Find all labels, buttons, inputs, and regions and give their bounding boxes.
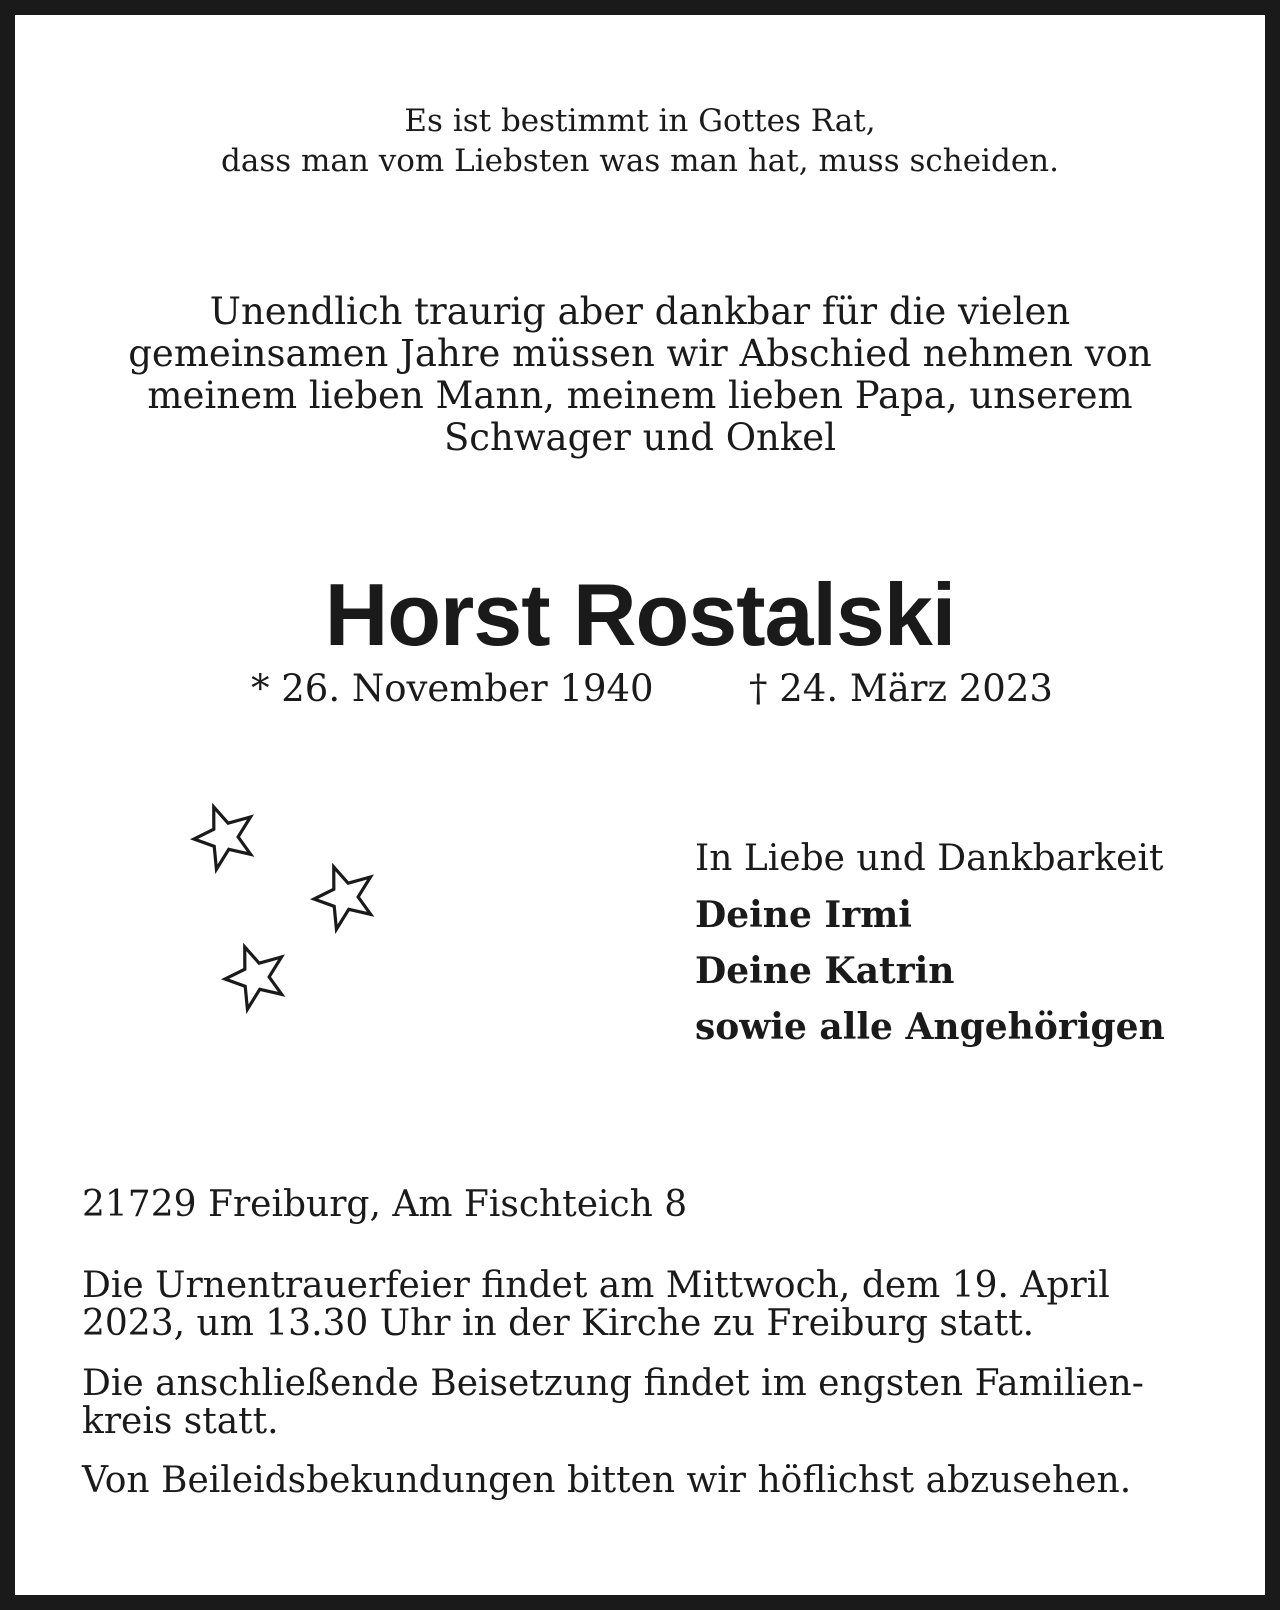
family-signature <box>695 831 1165 1055</box>
star-icon <box>221 942 288 1012</box>
address: 21729 Freiburg, Am Fischteich 8 <box>82 1184 688 1225</box>
death-date: † 24. März 2023 <box>749 667 1053 710</box>
family-name: Deine Irmi <box>695 894 912 936</box>
ceremony-line: Die Urnentrauerfeier findet am Mittwoch, dem 19. April <box>82 1265 1110 1306</box>
family-name: sowie alle Angehörigen <box>695 1006 1165 1048</box>
condolence-line: Von Beileidsbekundungen bitten wir höflichst abzusehen. <box>82 1460 1132 1501</box>
family-intro: In Liebe und Dankbarkeit <box>695 838 1164 879</box>
condolence-note <box>82 1462 1212 1500</box>
birth-date: * 26. November 1940 <box>251 667 654 710</box>
star-icon <box>190 802 257 872</box>
burial-line: kreis statt. <box>82 1401 279 1442</box>
intro-line: gemeinsamen Jahre müssen wir Abschied nehmen von <box>128 332 1152 375</box>
star-icon <box>310 862 377 932</box>
burial-line: Die anschließende Beisetzung findet im engsten Familien- <box>82 1363 1144 1404</box>
verse-line: dass man vom Liebsten was man hat, muss scheiden. <box>221 143 1059 179</box>
verse-line: Es ist bestimmt in Gottes Rat, <box>404 103 876 139</box>
burial-info <box>82 1365 1212 1441</box>
verse <box>15 101 1265 181</box>
deceased-name: Horst Rostalski <box>324 565 956 664</box>
intro-line: Schwager und Onkel <box>443 416 837 459</box>
ceremony-info <box>82 1267 1212 1343</box>
ceremony-line: 2023, um 13.30 Uhr in der Kirche zu Freiburg statt. <box>82 1303 1035 1344</box>
intro-line: meinem lieben Mann, meinem lieben Papa, unserem <box>147 374 1133 417</box>
stars-decoration <box>183 798 423 1048</box>
family-name: Deine Katrin <box>695 950 955 992</box>
obituary-notice <box>15 15 1265 1595</box>
intro-line: Unendlich traurig aber dankbar für die vielen <box>209 290 1071 333</box>
intro-text <box>15 291 1265 459</box>
